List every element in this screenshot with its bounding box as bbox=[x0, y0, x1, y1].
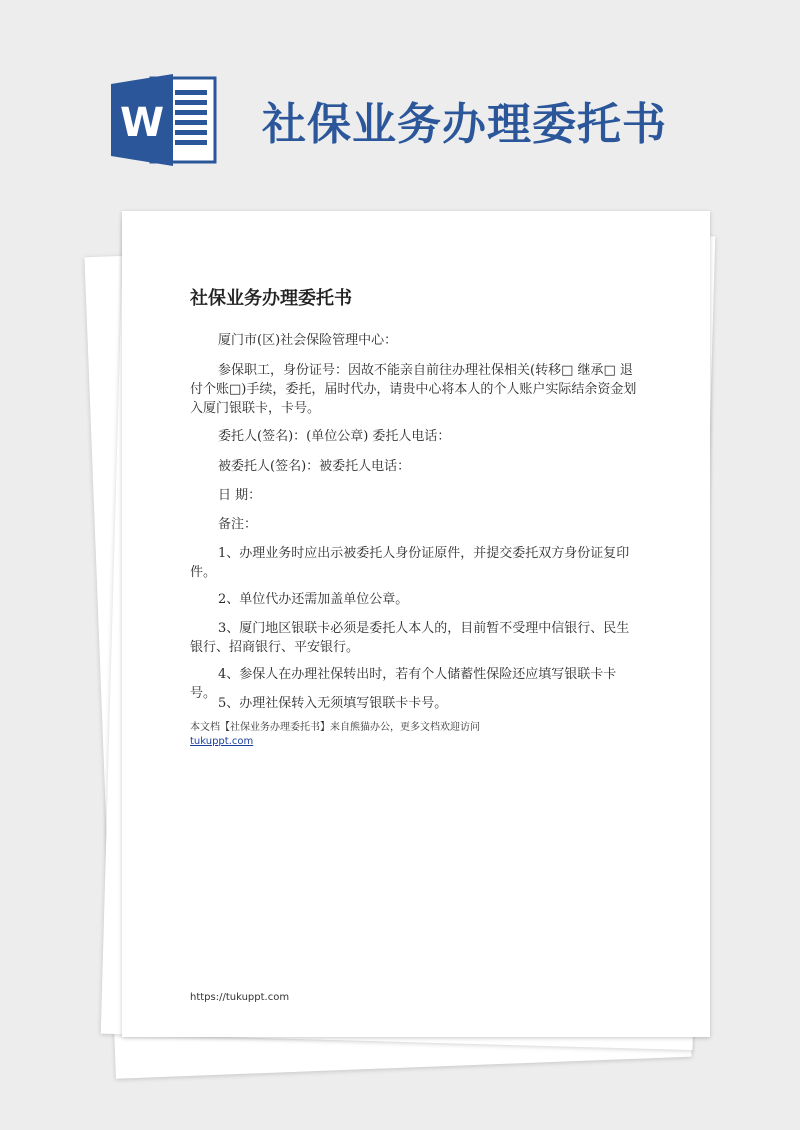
remark-item: 2、单位代办还需加盖单位公章。 bbox=[218, 592, 409, 607]
remark-item: 5、办理社保转入无须填写银联卡卡号。 bbox=[218, 696, 448, 711]
page-header bbox=[0, 0, 800, 200]
source-note-text: 本文档【社保业务办理委托书】来自熊猫办公，更多文档欢迎访问 bbox=[190, 722, 480, 733]
remark-item: 4、参保人在办理社保转出时，若有个人储蓄性保险还应填写银联卡卡号。 bbox=[190, 667, 617, 701]
remark-item: 3、厦门地区银联卡必须是委托人本人的，目前暂不受理中信银行、民生银行、招商银行、平安银行。 bbox=[190, 621, 630, 655]
page-footer-url[interactable]: https://tukuppt.com bbox=[190, 992, 290, 1003]
source-note bbox=[190, 721, 480, 749]
date-line: 日 期： bbox=[218, 488, 262, 503]
word-document-icon bbox=[111, 72, 221, 168]
header-title: 社保业务办理委托书 bbox=[262, 99, 667, 150]
svg-text:W: W bbox=[119, 100, 165, 146]
remarks-heading: 备注： bbox=[218, 517, 258, 532]
document-page bbox=[122, 211, 710, 1037]
addressee-line: 厦门市(区)社会保险管理中心： bbox=[218, 333, 398, 348]
source-link[interactable]: tukuppt.com bbox=[190, 736, 254, 747]
remark-item: 1、办理业务时应出示被委托人身份证原件，并提交委托双方身份证复印件。 bbox=[190, 546, 630, 580]
body-paragraph: 参保职工，身份证号：因故不能亲自前往办理社保相关(转移□ 继承□ 退付个账□)手续，委托，届时代办，请贵中心将本人的个人账户实际结余资金划入厦门银联卡，卡号。 bbox=[190, 363, 637, 416]
signature-line-agent: 被委托人(签名)：被委托人电话： bbox=[218, 459, 411, 474]
signature-line-principal: 委托人(签名)：(单位公章) 委托人电话： bbox=[218, 429, 451, 444]
document-title: 社保业务办理委托书 bbox=[190, 288, 352, 309]
